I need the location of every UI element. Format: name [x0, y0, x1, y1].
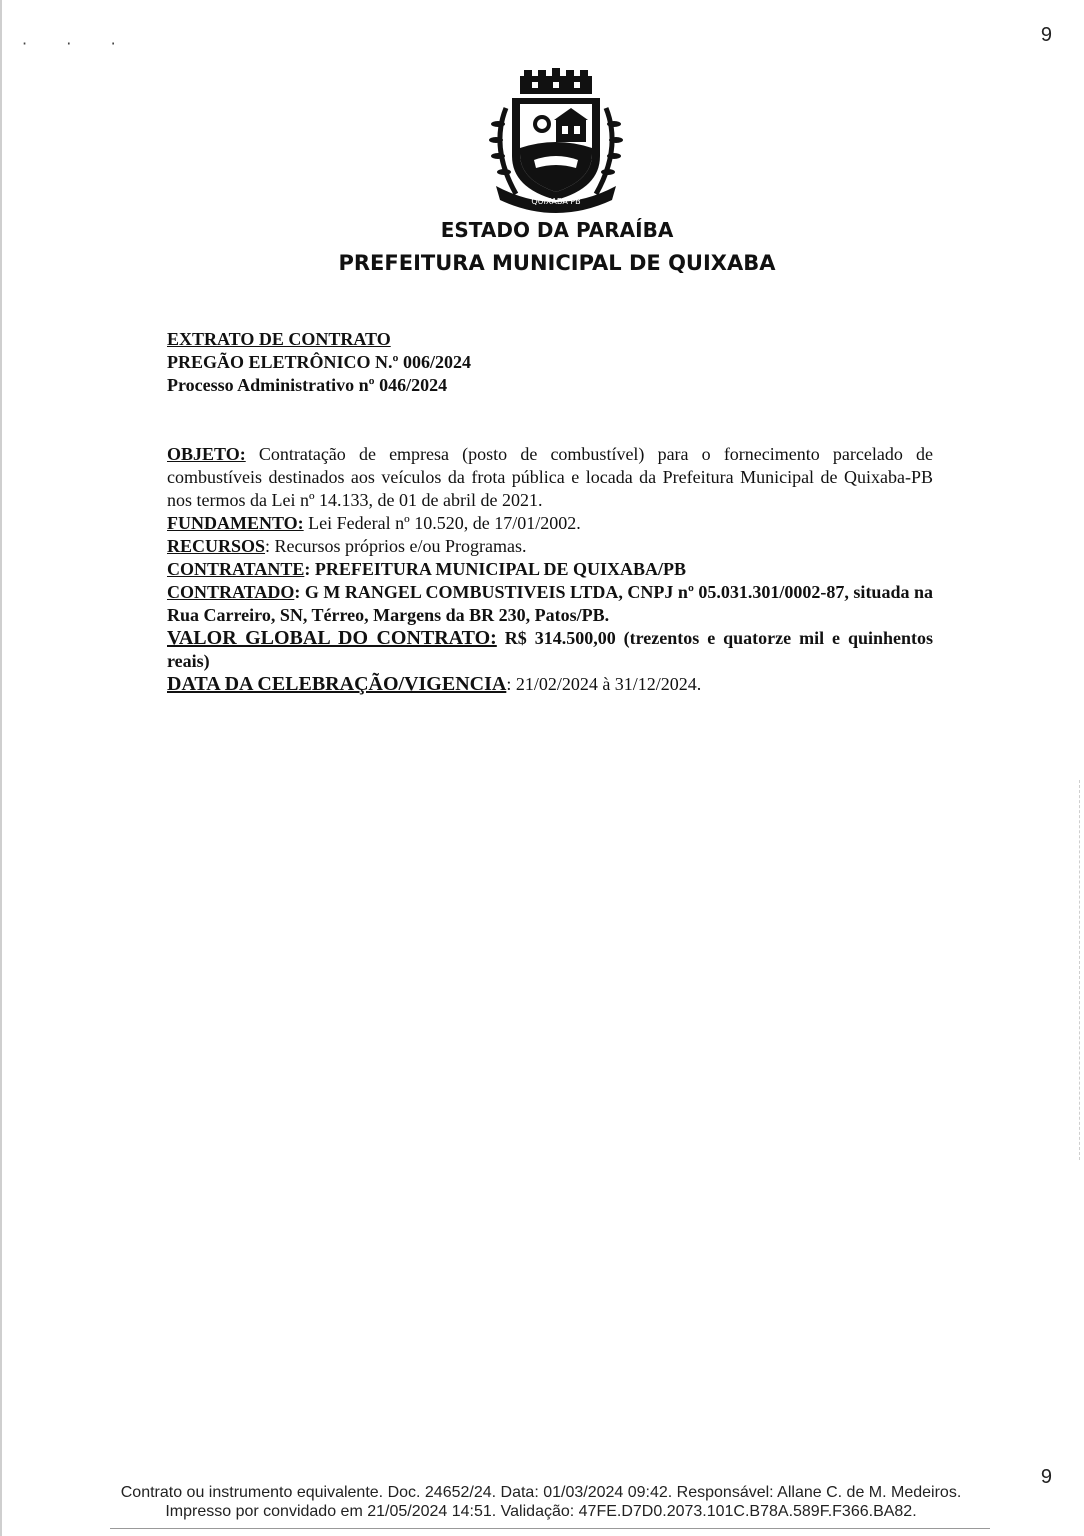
- footer-rule: [110, 1528, 990, 1529]
- fundamento-line: [167, 512, 933, 535]
- footer-line-2: Impresso por convidado em 21/05/2024 14:51. Validação: 47FE.D7D0.2073.101C.B78A.589F.F366.BA82.: [165, 1503, 917, 1520]
- contratado-label: CONTRATADO: [167, 582, 295, 602]
- objeto-text: Contratação de empresa (posto de combustível) para o fornecimento parcelado de combustíveis destinados aos veículos da frota pública e locada da Prefeitura Municipal de Quixaba-PB nos termos da Lei nº 14.133, de 01 de abril de 2021.: [167, 444, 933, 510]
- scan-dots: · · ·: [22, 34, 134, 53]
- contratado-paragraph: [167, 581, 933, 627]
- fundamento-label: FUNDAMENTO:: [167, 513, 304, 533]
- data-text: : 21/02/2024 à 31/12/2024.: [506, 674, 702, 694]
- city-hall-heading: PREFEITURA MUNICIPAL DE QUIXABA: [338, 251, 776, 275]
- valor-label: VALOR GLOBAL DO CONTRATO:: [167, 627, 497, 649]
- recursos-label: RECURSOS: [167, 536, 266, 556]
- contratante-text: : PREFEITURA MUNICIPAL DE QUIXABA/PB: [304, 559, 687, 579]
- objeto-paragraph: [167, 443, 933, 512]
- contratante-line: [167, 558, 933, 581]
- coat-of-arms-icon: [476, 68, 636, 218]
- pregao-line: PREGÃO ELETRÔNICO N.º 006/2024: [167, 352, 471, 372]
- contratante-label: CONTRATANTE: [167, 559, 305, 579]
- valor-text: R$ 314.500,00 (trezentos e quatorze mil e quinhentos reais): [167, 628, 933, 671]
- data-line: [167, 673, 933, 696]
- processo-line: Processo Administrativo nº 046/2024: [167, 375, 448, 395]
- page-number-top: 9: [1040, 24, 1052, 46]
- valor-paragraph: [167, 627, 933, 673]
- page-number-bottom: 9: [1040, 1466, 1052, 1488]
- contratado-text: : G M RANGEL COMBUSTIVEIS LTDA, CNPJ nº 05.031.301/0002-87, situada na Rua Carreiro, SN, Térreo, Margens da BR 230, Patos/PB.: [167, 582, 933, 625]
- footer-line-1: Contrato ou instrumento equivalente. Doc. 24652/24. Data: 01/03/2024 09:42. Responsável: Allane C. de M. Medeiros.: [120, 1484, 962, 1501]
- seal-text: QUIXABA PB: [531, 197, 581, 206]
- data-label: DATA DA CELEBRAÇÃO/VIGENCIA: [167, 673, 507, 695]
- document-title: EXTRATO DE CONTRATO: [167, 329, 391, 349]
- state-heading: ESTADO DA PARAÍBA: [440, 218, 674, 242]
- recursos-line: [167, 535, 933, 558]
- objeto-label: OBJETO:: [167, 444, 246, 464]
- fundamento-text: Lei Federal nº 10.520, de 17/01/2002.: [303, 513, 581, 533]
- contract-extract: [167, 328, 933, 696]
- recursos-text: : Recursos próprios e/ou Programas.: [265, 536, 527, 556]
- scan-edge-right: [1078, 780, 1080, 1160]
